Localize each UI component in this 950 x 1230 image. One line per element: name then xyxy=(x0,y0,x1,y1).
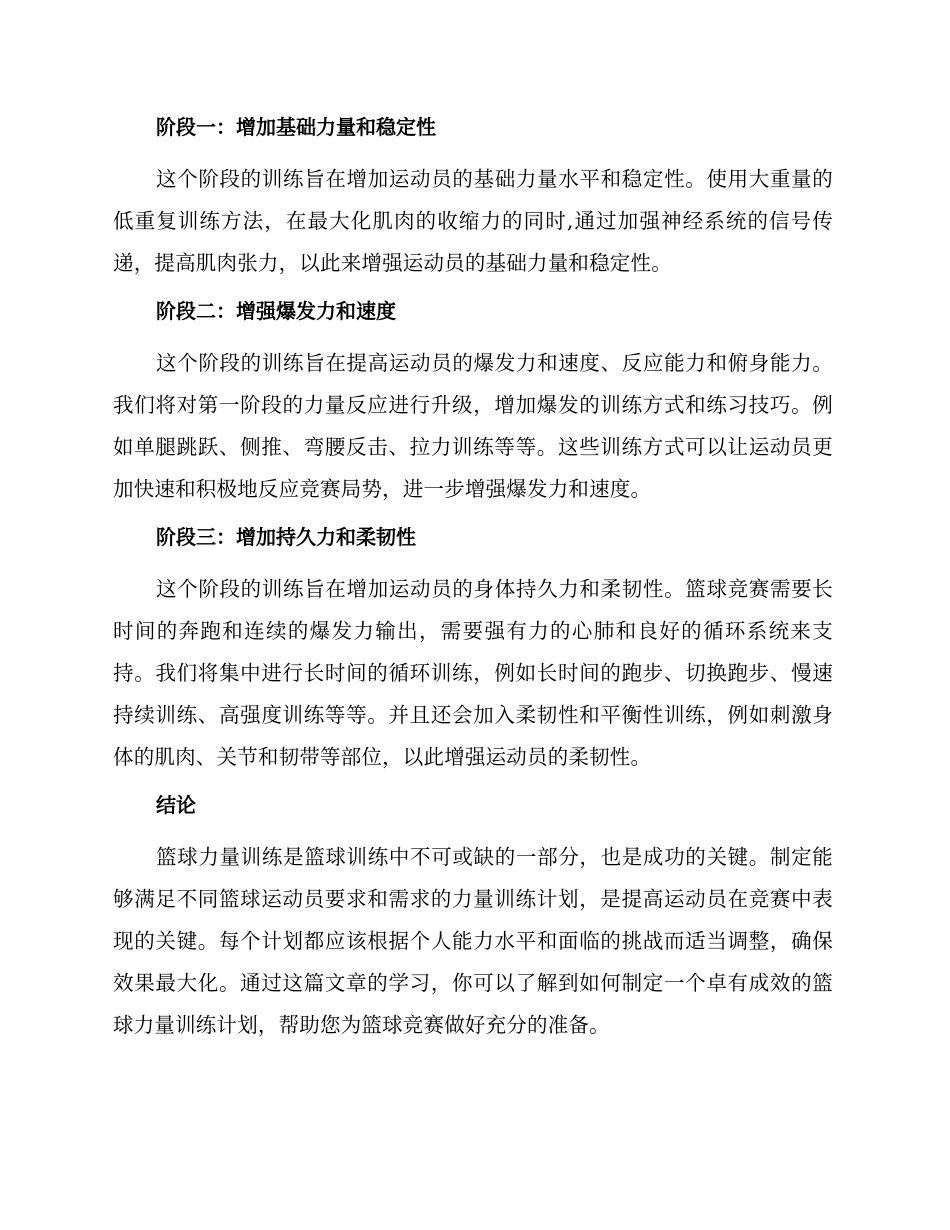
section-heading-stage-1: 阶段一：增加基础力量和稳定性 xyxy=(156,115,436,139)
section-paragraph-stage-1: 这个阶段的训练旨在增加运动员的基础力量水平和稳定性。使用大重量的低重复训练方法，在最大化肌肉的收缩力的同时,通过加强神经系统的信号传递，提高肌肉张力，以此来增强运动员的基础力量和稳定性。 xyxy=(113,167,833,275)
section-heading-stage-2: 阶段二：增强爆发力和速度 xyxy=(156,299,396,323)
section-heading-stage-3: 阶段三：增加持久力和柔韧性 xyxy=(156,525,416,549)
section-paragraph-stage-3: 这个阶段的训练旨在增加运动员的身体持久力和柔韧性。篮球竞赛需要长时间的奔跑和连续的爆发力输出，需要强有力的心肺和良好的循环系统来支持。我们将集中进行长时间的循环训练，例如长时间的跑步、切换跑步、慢速持续训练、高强度训练等等。并且还会加入柔韧性和平衡性训练，例如刺激身体的肌肉、关节和韧带等部位，以此增强运动员的柔韧性。 xyxy=(113,577,833,769)
section-heading-conclusion: 结论 xyxy=(156,793,196,817)
section-paragraph-stage-2: 这个阶段的训练旨在提高运动员的爆发力和速度、反应能力和俯身能力。我们将对第一阶段的力量反应进行升级，增加爆发的训练方式和练习技巧。例如单腿跳跃、侧推、弯腰反击、拉力训练等等。这些训练方式可以让运动员更加快速和积极地反应竞赛局势，进一步增强爆发力和速度。 xyxy=(113,351,833,501)
section-paragraph-conclusion: 篮球力量训练是篮球训练中不可或缺的一部分，也是成功的关键。制定能够满足不同篮球运动员要求和需求的力量训练计划，是提高运动员在竞赛中表现的关键。每个计划都应该根据个人能力水平和面临的挑战而适当调整，确保效果最大化。通过这篇文章的学习，你可以了解到如何制定一个卓有成效的篮球力量训练计划，帮助您为篮球竞赛做好充分的准备。 xyxy=(113,845,833,1037)
document-body xyxy=(113,110,833,1046)
